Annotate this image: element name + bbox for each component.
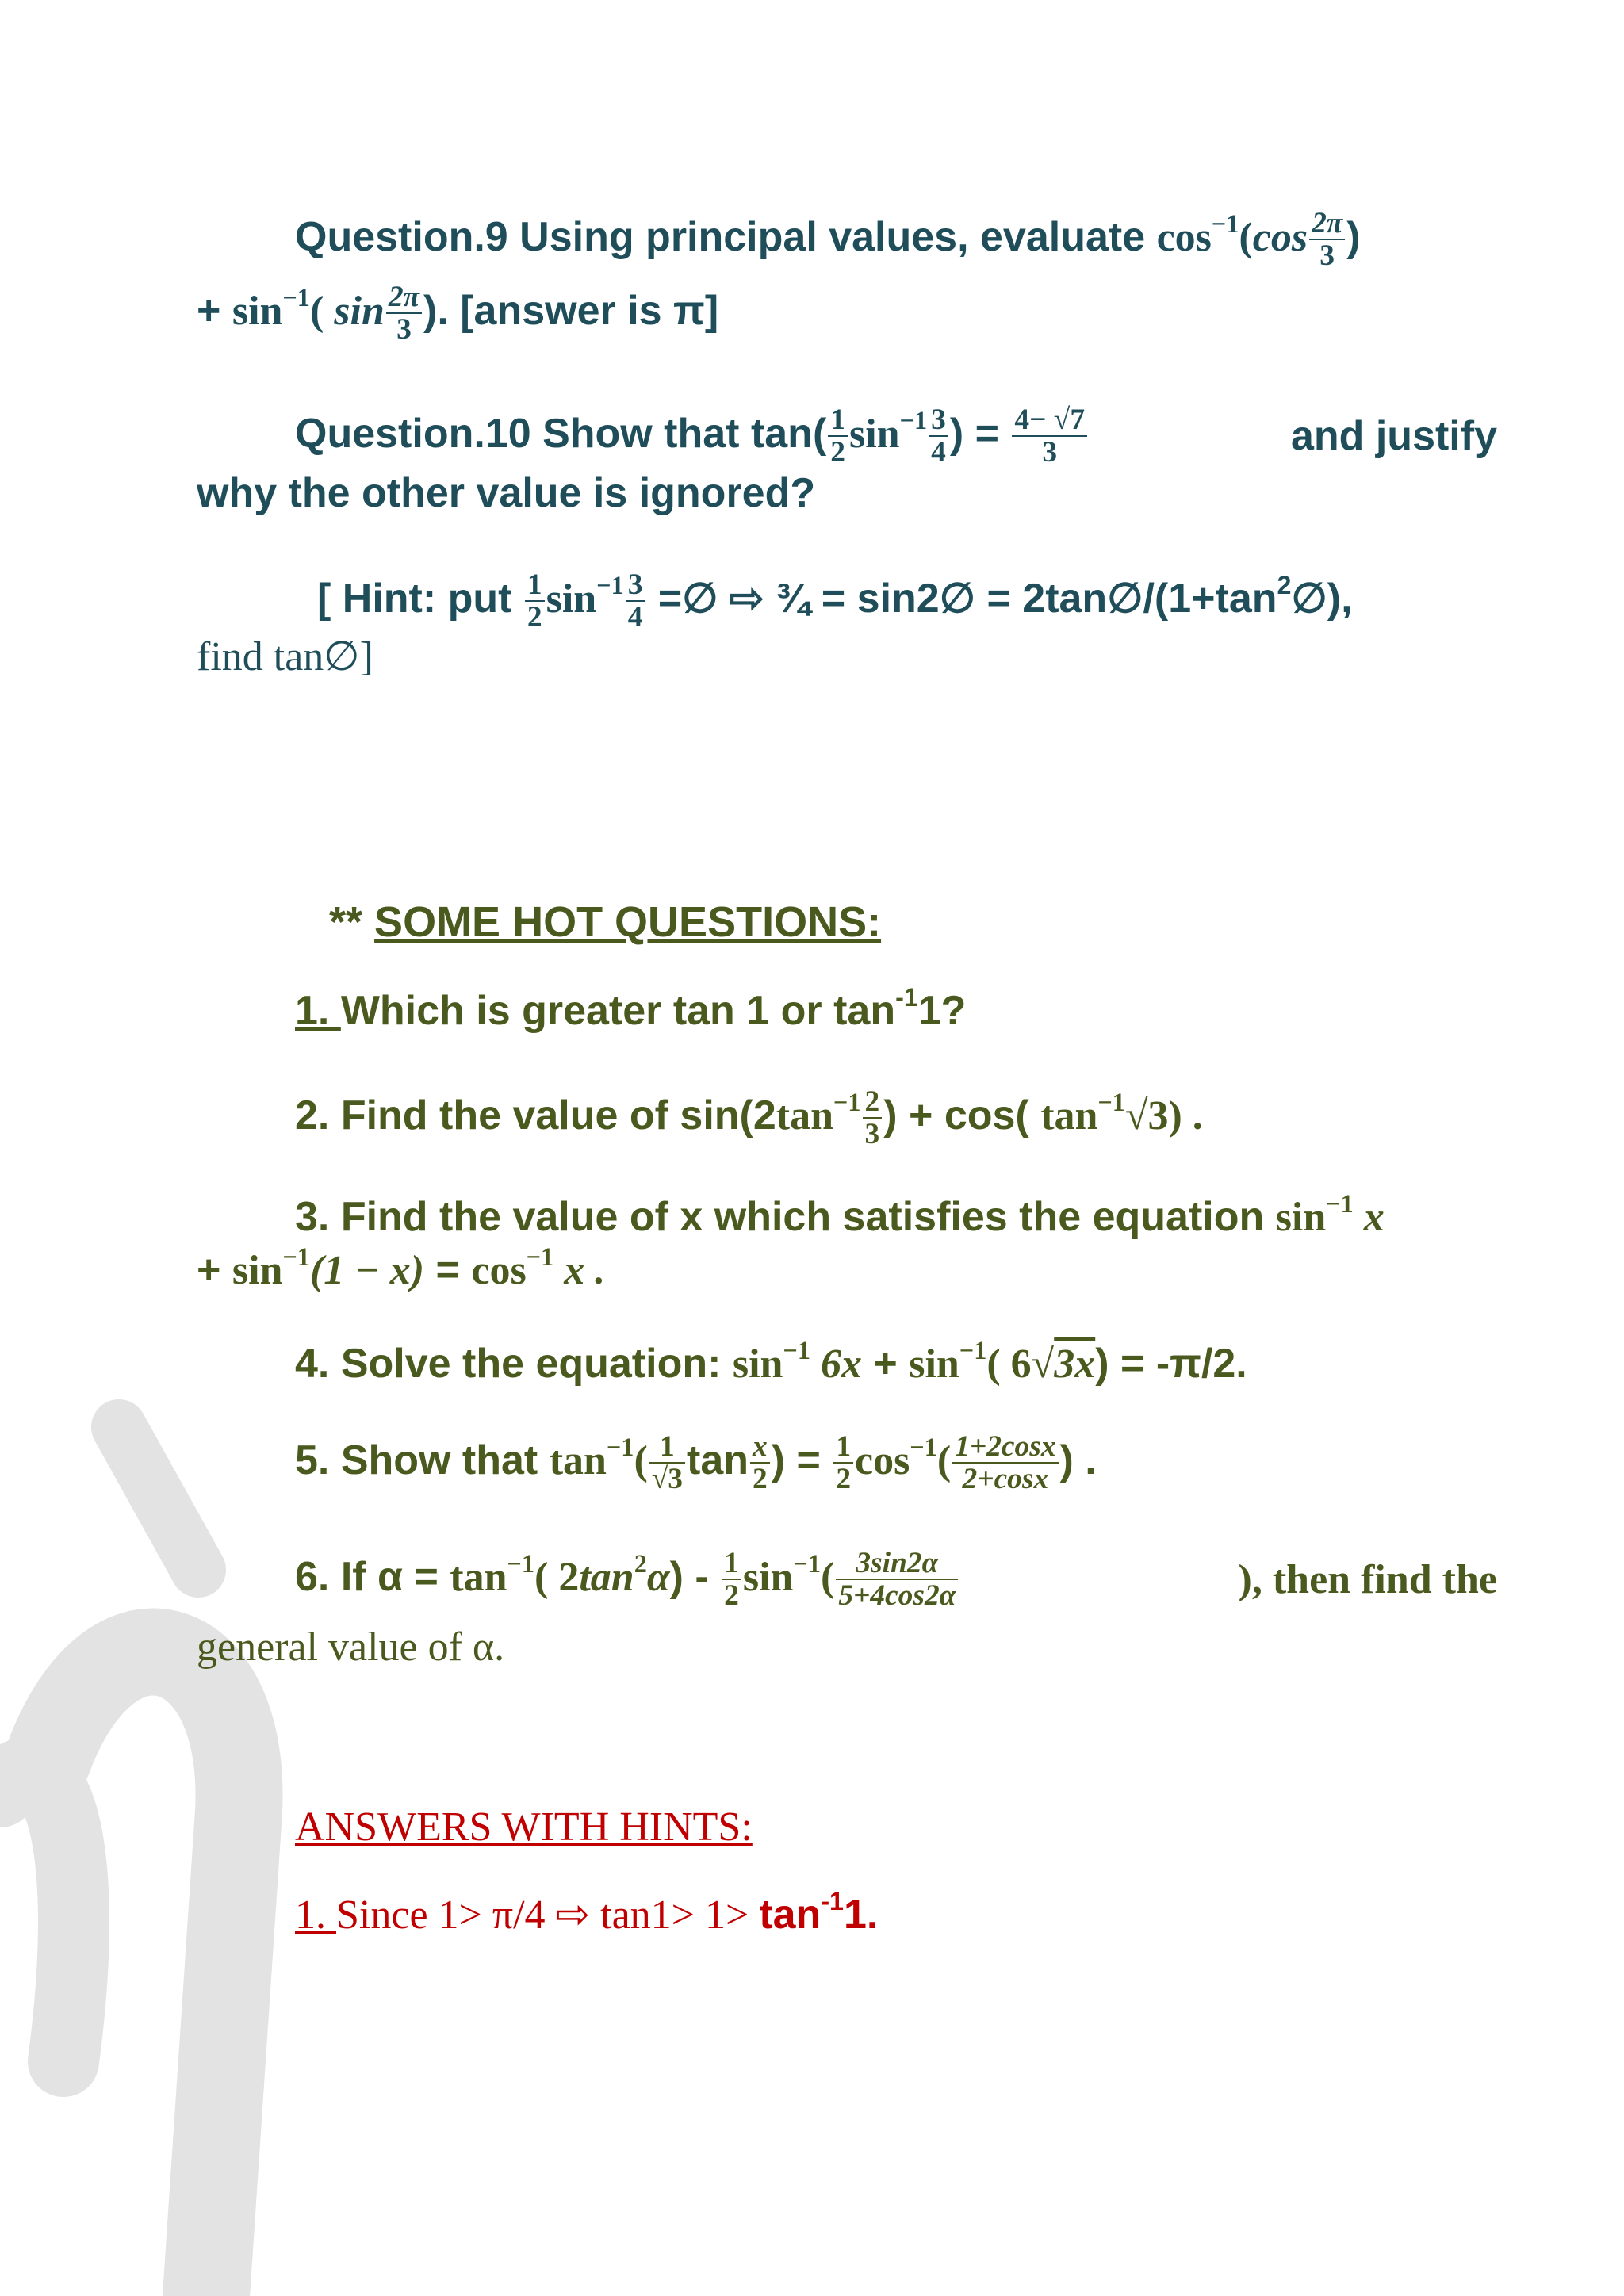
- hint-text: [ Hint: put: [317, 576, 523, 622]
- fraction-denominator: 4: [931, 436, 946, 469]
- fraction-numerator: 2π: [386, 281, 422, 314]
- cos-function: cos: [471, 1248, 527, 1293]
- fraction-numerator: 1: [649, 1431, 685, 1464]
- term-6x: 6x: [810, 1341, 862, 1387]
- tan-function: tan: [450, 1555, 508, 1601]
- fraction-denominator: 3: [396, 313, 412, 346]
- fraction-numerator: 2: [863, 1086, 883, 1119]
- sqrt-sign: √: [1031, 1341, 1055, 1387]
- question-end: 1?: [917, 988, 967, 1034]
- question-text: 3. Find the value of x which satisfies the equation: [295, 1194, 1276, 1240]
- cos-function: cos: [1156, 215, 1212, 261]
- fraction-numerator: x: [750, 1431, 770, 1464]
- question-end: ) = -π/2.: [1095, 1341, 1247, 1387]
- equals-sign: ) =: [949, 411, 1011, 457]
- question-end: x .: [553, 1248, 606, 1293]
- fraction-numerator: 3: [626, 569, 645, 602]
- question-text: Which is greater tan 1 or tan: [340, 988, 896, 1034]
- paren-open: (: [820, 1555, 835, 1601]
- inverse-exponent: −1: [959, 1335, 987, 1364]
- item-number: 1.: [295, 988, 341, 1034]
- plus-sign: +: [197, 1247, 232, 1293]
- question-9-text: Question.9 Using principal values, evaluate: [295, 214, 1157, 261]
- fraction-numerator: 4− √7: [1012, 404, 1087, 437]
- one-over-root3-fraction: [649, 1431, 685, 1495]
- paren-open: (: [1239, 215, 1253, 261]
- cos-ratio-fraction: [952, 1431, 1058, 1495]
- question-end: ) .: [1059, 1437, 1097, 1484]
- inverse-exponent: −1: [606, 1432, 634, 1461]
- tan-text: tan: [759, 1892, 822, 1938]
- square-exponent: 2: [634, 1548, 647, 1578]
- sin-function: sin: [546, 576, 597, 622]
- fraction-denominator: 2: [836, 1463, 852, 1496]
- sin-function: sin: [1275, 1195, 1327, 1240]
- fraction-denominator: 5+4cos2α: [838, 1579, 956, 1613]
- one-half-fraction: [525, 569, 545, 633]
- tan-function: tan: [776, 1093, 834, 1139]
- sin-function: sin: [909, 1341, 959, 1387]
- alpha-symbol: α: [646, 1555, 670, 1601]
- inverse-exponent: −1: [1097, 1087, 1125, 1116]
- fraction-denominator: 3: [1320, 239, 1335, 273]
- equals-sign: =: [424, 1247, 472, 1293]
- equals-sign: ) =: [771, 1437, 833, 1484]
- sin-function: sin: [742, 1555, 794, 1601]
- radicand: 3x: [1054, 1341, 1096, 1387]
- two-pi-over-three-fraction: [1309, 208, 1345, 272]
- question-9-line-1: [295, 208, 1361, 272]
- question-10-line-2: why the other value is ignored?: [197, 470, 816, 516]
- tan-function: tan: [1040, 1093, 1098, 1139]
- minus-sign: ) -: [669, 1554, 721, 1601]
- tan-italic: tan: [579, 1555, 634, 1601]
- inverse-exponent: −1: [899, 405, 928, 434]
- three-quarters-fraction: [626, 569, 645, 633]
- fraction-numerator: 1: [833, 1431, 853, 1464]
- variable-x: x: [1353, 1195, 1385, 1240]
- heading-title: SOME HOT QUESTIONS:: [374, 898, 882, 946]
- rhs-fraction: [1012, 404, 1087, 469]
- paren-open: ( 2: [534, 1555, 580, 1601]
- fraction-numerator: 1: [828, 404, 848, 437]
- inverse-exponent: -1: [821, 1886, 844, 1915]
- paren-open: (: [309, 289, 335, 335]
- one-half-fraction: [828, 404, 848, 469]
- one-half-fraction: [722, 1548, 741, 1612]
- three-quarters-fraction: [929, 404, 948, 469]
- answer-note: [answer is π]: [448, 288, 719, 335]
- inverse-exponent: −1: [793, 1548, 821, 1578]
- question-end: √3) .: [1124, 1093, 1203, 1139]
- answer-end: 1.: [843, 1892, 879, 1938]
- paren-close: ): [1346, 214, 1361, 261]
- question-10-text: Question.10 Show that tan(: [295, 411, 827, 457]
- inverse-exponent: −1: [526, 1242, 554, 1271]
- sin-ratio-fraction: [836, 1548, 958, 1612]
- inverse-exponent: -1: [895, 982, 918, 1012]
- hint-formula: =∅ ⇨ ¾ = sin2∅ = 2tan∅/(1+tan: [646, 576, 1277, 622]
- fraction-denominator: 2: [527, 601, 542, 634]
- inverse-exponent: −1: [910, 1432, 937, 1461]
- answer-1: [295, 1886, 879, 1938]
- inverse-exponent: −1: [833, 1087, 861, 1116]
- sin-function-italic: sin: [334, 289, 385, 335]
- fraction-numerator: 3sin2α: [836, 1548, 958, 1580]
- fraction-denominator: 4: [627, 601, 643, 634]
- fraction-denominator: 3: [864, 1118, 880, 1151]
- fraction-denominator: 2+cosx: [962, 1463, 1049, 1496]
- tan-text: tan: [687, 1437, 749, 1484]
- fraction-denominator: 3: [1042, 436, 1058, 469]
- fraction-numerator: 1+2cosx: [952, 1431, 1058, 1464]
- paren-open: (: [634, 1438, 648, 1484]
- hot-question-6-line-1: [295, 1548, 1497, 1612]
- hot-question-4: [295, 1335, 1247, 1387]
- fraction-denominator: 2: [830, 436, 845, 469]
- hot-question-1: [295, 982, 967, 1035]
- cos-function: cos: [855, 1438, 910, 1484]
- answers-heading: ANSWERS WITH HINTS:: [295, 1804, 753, 1850]
- x-over-2-fraction: [750, 1431, 770, 1495]
- heading-prefix: **: [329, 898, 375, 946]
- two-pi-over-three-fraction: [386, 281, 422, 346]
- hot-question-6-line-2: general value of α.: [197, 1624, 505, 1670]
- hot-question-3-line-2: [197, 1242, 606, 1294]
- answer-text: Since 1> π/4 ⇨ tan1> 1>: [336, 1892, 760, 1938]
- question-text: 6. If α =: [295, 1554, 450, 1601]
- fraction-numerator: 3: [929, 404, 948, 437]
- fraction-numerator: 1: [722, 1548, 741, 1580]
- fraction-numerator: 2π: [1309, 208, 1345, 240]
- fraction-numerator: 1: [525, 569, 545, 602]
- plus-sign: +: [197, 288, 232, 335]
- sin-function: sin: [232, 1248, 283, 1293]
- question-mid: ) + cos(: [883, 1093, 1041, 1139]
- fraction-denominator: 2: [753, 1463, 768, 1496]
- hint-line-1: [317, 569, 1353, 633]
- sin-function: sin: [732, 1341, 783, 1387]
- question-9-line-2: [197, 281, 718, 346]
- paren-close: ).: [423, 288, 449, 335]
- plus-sign: +: [861, 1341, 910, 1387]
- fraction-denominator: √3: [651, 1463, 684, 1496]
- one-half-fraction: [833, 1431, 853, 1495]
- sin-function: sin: [848, 411, 900, 457]
- inverse-exponent: −1: [1211, 209, 1239, 238]
- tan-function: tan: [549, 1438, 607, 1484]
- hot-question-3-line-1: [295, 1188, 1497, 1241]
- sin-function: sin: [232, 289, 283, 335]
- cos-function-italic: cos: [1252, 215, 1308, 261]
- paren-open: (: [936, 1438, 952, 1484]
- square-exponent: 2: [1277, 570, 1292, 599]
- question-10-line-1: [295, 404, 1497, 469]
- question-end: ), then find the: [1238, 1556, 1497, 1602]
- fraction-denominator: 2: [724, 1579, 739, 1613]
- hint-line-2: find tan∅]: [197, 634, 373, 679]
- argument-open: ( 6: [986, 1341, 1032, 1387]
- hot-questions-heading: [329, 897, 881, 947]
- question-text: 4. Solve the equation:: [295, 1341, 733, 1387]
- inverse-exponent: −1: [783, 1335, 810, 1364]
- two-thirds-fraction: [863, 1086, 883, 1150]
- hot-question-2: [295, 1086, 1203, 1150]
- inverse-exponent: −1: [1326, 1188, 1354, 1218]
- inverse-exponent: −1: [596, 570, 624, 599]
- hint-formula-end: ∅),: [1291, 576, 1353, 622]
- question-10-tail: and justify: [1290, 413, 1497, 460]
- question-text: 5. Show that: [295, 1437, 550, 1484]
- inverse-exponent: −1: [507, 1548, 535, 1578]
- inverse-exponent: −1: [282, 282, 310, 312]
- argument: (1 − x): [309, 1248, 425, 1293]
- inverse-exponent: −1: [282, 1242, 310, 1271]
- question-text: 2. Find the value of sin(2: [295, 1093, 776, 1139]
- item-number: 1.: [295, 1892, 336, 1938]
- hot-question-5: [295, 1431, 1097, 1495]
